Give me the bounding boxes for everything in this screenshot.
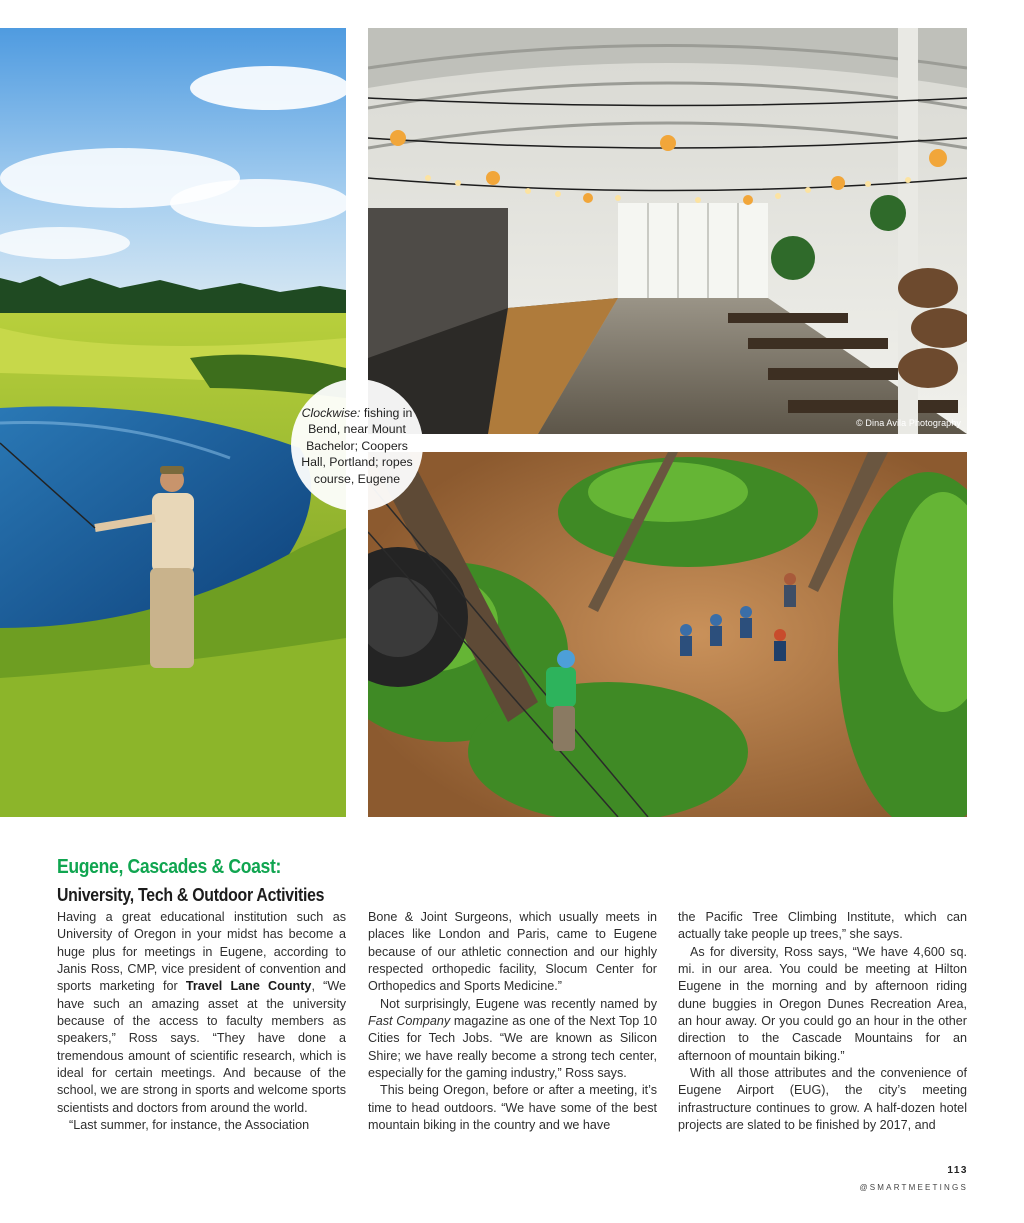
- col2-paragraph-2: [368, 996, 657, 1083]
- col3-paragraph-1: the Pacific Tree Climbing Institute, which can actually take people up trees,” she says.: [678, 910, 967, 942]
- col1-p1-text-b: , “We have such an amazing asset at the university because of the access to faculty members as speakers,” Ross says. “They have done a tremendous amount of scientific research, which is ideal for certain meetings. And because of the school, we are strong in sports and welcome sports scientists and doctors from around the world.: [57, 979, 346, 1115]
- coopers-hall-illustration: [368, 28, 967, 434]
- social-handle: @SMARTMEETINGS: [859, 1183, 968, 1192]
- article-column-3: [678, 909, 967, 1134]
- article-column-2: [368, 909, 657, 1134]
- caption-text: [301, 403, 413, 488]
- col1-paragraph-1: [57, 909, 346, 1117]
- caption-lead: Clockwise:: [301, 405, 361, 420]
- section-title: Eugene, Cascades & Coast:: [57, 856, 282, 878]
- col3-paragraph-3: With all those attributes and the convenience of Eugene Airport (EUG), the city’s meeting infrastructure continues to grow. A half-dozen hotel projects are slated to be finished by 2017, and: [678, 1066, 967, 1133]
- col2-paragraph-3: This being Oregon, before or after a meeting, it’s time to head outdoors. “We have some of the best mountain biking in the country and we have: [368, 1083, 657, 1133]
- section-subtitle: University, Tech & Outdoor Activities: [57, 885, 325, 905]
- col1-paragraph-2: “Last summer, for instance, the Association: [69, 1118, 310, 1133]
- photo-coopers-hall: [368, 28, 967, 434]
- travel-lane-county-bold: Travel Lane County: [185, 979, 312, 994]
- col1-p1-text-a: Having a great educational institution such as University of Oregon in your midst has become a huge plus for meetings in Eugene, according to Janis Ross, CMP, vice president of convention and sports marketing for: [57, 910, 346, 994]
- caption-body: fishing in Bend, near Mount Bachelor; Coopers Hall, Portland; ropes course, Eugene: [301, 405, 413, 486]
- col2-paragraph-1: Bone & Joint Surgeons, which usually meets in places like London and Paris, came to Eugene because of our athletic connection and our highly respected orthopedic facility, Slocum Center for Orthopedics and Sports Medicine.”: [368, 910, 657, 994]
- page-number: 113: [947, 1165, 968, 1176]
- ropes-course-illustration: [368, 452, 967, 817]
- fast-company-italic: Fast Company: [368, 1014, 451, 1029]
- col2-p2-text-b: magazine as one of the Next Top 10 Cities for Tech Jobs. “We are known as Silicon Shire; we have really become a strong tech center, especially for the gaming industry,” Ross says.: [368, 1014, 657, 1081]
- article-column-1: [57, 909, 346, 1134]
- photo-ropes-course: [368, 452, 967, 817]
- col3-paragraph-2: As for diversity, Ross says, “We have 4,600 sq. mi. in our area. You could be meeting at Hilton Eugene in the morning and by afternoon riding dune buggies in Oregon Dunes Recreation Area, an hour away. Or you could go an hour in the other direction to the Cascade Mountains for an afternoon of mountain biking.”: [678, 944, 967, 1063]
- photo-caption: [291, 379, 423, 511]
- col2-p2-text-a: Not surprisingly, Eugene was recently named by: [380, 996, 657, 1011]
- photo-credit: © Dina Avila Photography: [856, 418, 961, 428]
